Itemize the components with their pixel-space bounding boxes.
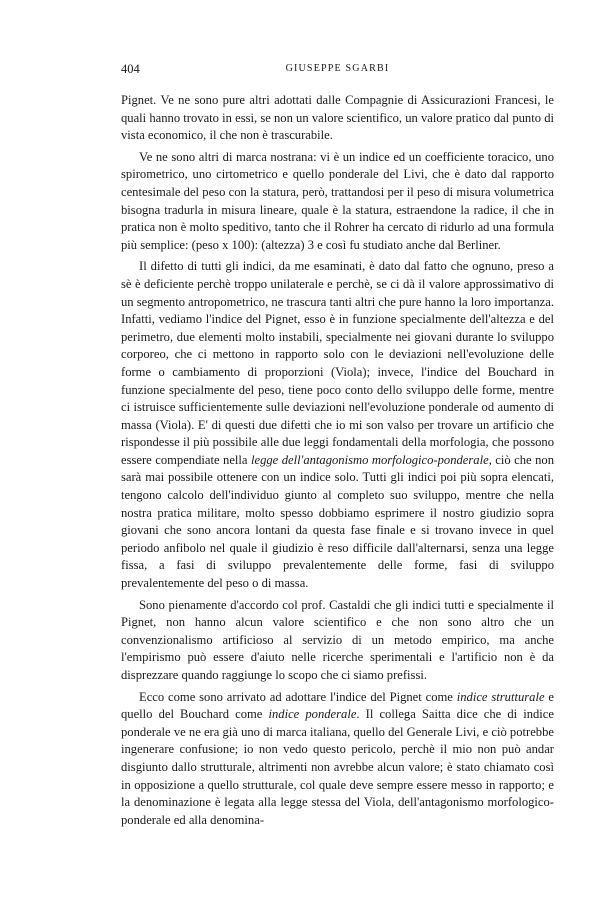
running-head — [121, 62, 554, 82]
body-text — [121, 92, 554, 829]
paragraph-2 — [121, 149, 554, 255]
text-segment: Ecco come sono arrivato ad adottare l'indice del Pignet come — [139, 689, 457, 704]
paragraph-5 — [121, 689, 554, 830]
paragraph-4 — [121, 597, 554, 685]
text-segment: Ve ne sono altri di marca nostrana: vi è un indice ed un coefficiente toracico, uno spirometrico, uno cirtometrico e quello ponderale del Livi, che è dato dal rapporto centesimale del peso con la statura, però, trattandosi per il peso di misura volumetrica bisogna tradurla in misura lineare, quale è la statura, estraendone la radice, il che in pratica non è molto speditivo, tanto che il Rohrer ha cercato di ridurlo ad una formula più semplice: (peso x 100): (altezza) 3 e così fu studiato anche dal Berliner. — [121, 149, 554, 252]
paragraph-3 — [121, 258, 554, 592]
text-segment: Il difetto di tutti gli indici, da me esaminati, è dato dal fatto che ognuno, preso a sè è deficiente perchè troppo unilaterale e perchè, se ci dà il valore approssimativo di un segmento antropometrico, ne trascura tanti altri che pure hanno la loro importanza. Infatti, vediamo l'indice del Pignet, esso è in funzione specialmente dell'altezza e del perimetro, due elementi molto instabili, specialmente nei giovani durante lo sviluppo corporeo, che ci mettono in rapporto solo con le deviazioni nell'evoluzione delle forme o cambiamento di proporzioni (Viola); invece, l'indice del Bouchard in funzione specialmente del peso, tiene poco conto dello sviluppo delle forme, mentre ci istruisce sufficientemente sulle deviazioni nell'evoluzione ponderale od aumento di massa (Viola). E' di questi due difetti che io mi son valso per trovare un artificio che rispondesse il più possibile alle due leggi fondamentali della morfologia, che possono essere compendiate nella — [121, 259, 554, 467]
text-segment: , ciò che non sarà mai possibile ottenere con un indice solo. Tutti gli indici poi più sopra elencati, tengono calcolo dell'individuo giunto al completo suo sviluppo, mentre che nella nostra pratica militare, molto spesso dobbiamo esprimere il nostro giudizio sopra giovani che sono ancora lontani da questa fase finale e si trovano invece in quel periodo anfibolo nel quale il giudizio è reso difficile dall'alternarsi, senza una legge fissa, a fasi di sviluppo prevalentemente delle forme, fasi di sviluppo prevalentemente del peso o di massa. — [121, 452, 554, 591]
running-title: GIUSEPPE SGARBI — [285, 63, 390, 74]
page-number: 404 — [121, 62, 140, 76]
text-segment: . Il collega Saitta dice che di indice ponderale ve ne era già uno di marca italiana, quello del Generale Livi, e ciò potrebbe ingenerare confusione; io non vedo questo pericolo, perchè il mio non può andar disgiunto dallo strutturale, altrimenti non avrebbe alcun valore; è stato chiamato così in opposizione a quello strutturale, col quale deve sempre essere messo in rapporto; e la denominazione è legata alla legge stessa del Viola, dell'antagonismo morfologico-ponderale ed alla denomina- — [121, 707, 554, 827]
text-segment: e quello del Bouchard come — [121, 689, 554, 722]
text-segment: Pignet. Ve ne sono pure altri adottati dalle Compagnie di Assicurazioni Francesi, le quali hanno trovato in essi, se non un valore scientifico, un valore pratico dal punto di vista economico, il che non è trascurabile. — [121, 93, 554, 143]
italic-term: legge dell'antagonismo morfologico-ponderale — [251, 452, 489, 467]
italic-term: indice strutturale — [456, 689, 545, 704]
text-segment: Sono pienamente d'accordo col prof. Castaldi che gli indici tutti e specialmente il Pignet, non hanno alcun valore scientifico e che non sono altro che un convenzionalismo artificioso al servizio di un metodo empirico, ma anche l'empirismo può essere d'aiuto nelle ricerche sperimentali e l'artificio non è da disprezzare quando raggiunge lo scopo che ci siamo prefissi. — [121, 597, 554, 682]
paragraph-1 — [121, 92, 554, 145]
italic-term: indice ponderale — [268, 707, 357, 722]
